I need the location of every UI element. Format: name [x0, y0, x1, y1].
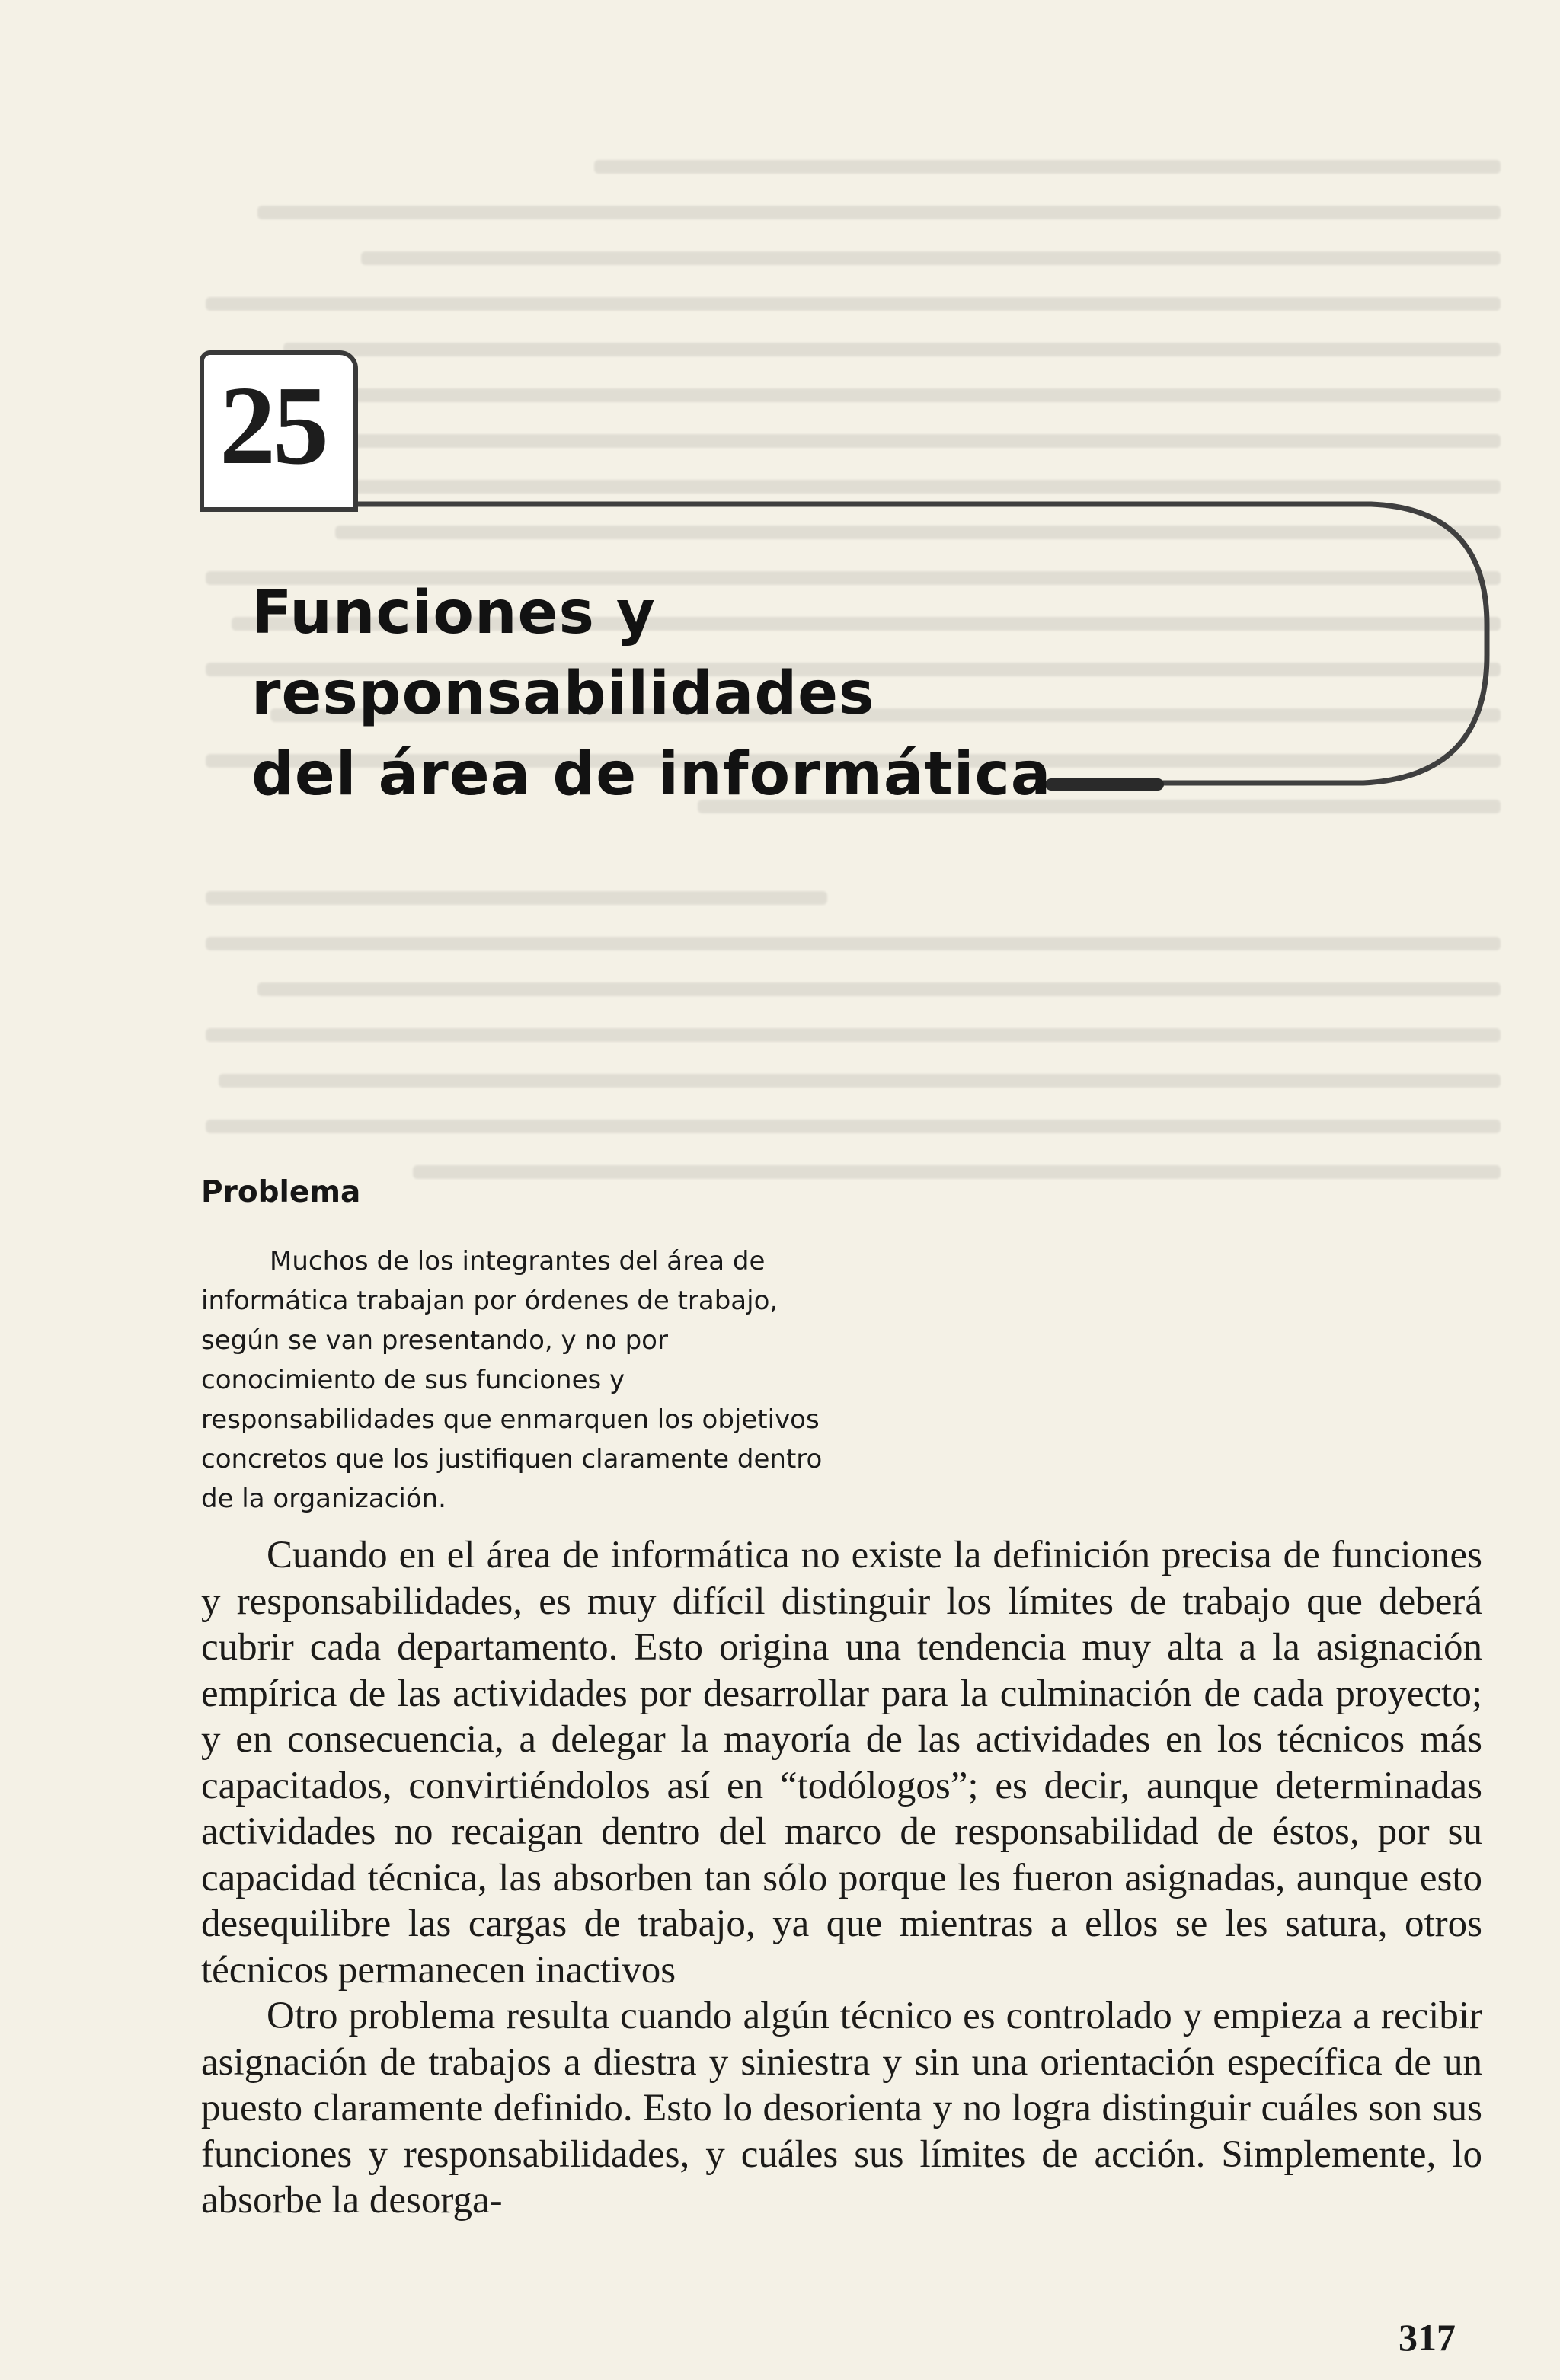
chapter-title-line-1: Funciones y responsabilidades [251, 579, 875, 728]
chapter-title-line-2: del área de informática [251, 740, 1052, 809]
chapter-number: 25 [219, 363, 326, 488]
problem-heading: Problema [201, 1175, 361, 1209]
body-paragraph-2: Otro problema resulta cuando algún técnico es controlado y empieza a recibir asignación de trabajos a diestra y siniestra y sin una orientación específica de un puesto claramente definido. Esto lo desorienta y no logra distinguir cuáles son sus funciones y responsabilidades, y cuáles sus límites de acción. Simplemente, lo absorbe la desorga- [201, 1995, 1482, 2222]
page-number: 317 [1399, 2316, 1456, 2359]
chapter-title [251, 573, 1257, 815]
body-text [201, 1532, 1482, 2224]
problem-text: Muchos de los integrantes del área de informática trabajan por órdenes de trabajo, según se van presentando, y no por conocimiento de sus funciones y responsabilidades que enmarquen los objetivos concretos que los justifiquen claramente dentro de la organización. [201, 1246, 823, 1514]
body-paragraph-1: Cuando en el área de informática no existe la definición precisa de funciones y responsabilidades, es muy difícil distinguir los límites de trabajo que deberá cubrir cada departamento. Esto origina una tendencia muy alta a la asignación empírica de las actividades por desarrollar para la culminación de cada proyecto; y en consecuencia, a delegar la mayoría de las actividades en los técnicos más capacitados, convirtiéndolos así en “todólogos”; es decir, aunque determinadas actividades no recaigan dentro del marco de responsabilidad de éstos, por su capacidad técnica, las absorben tan sólo porque les fueron asignadas, aunque esto desequilibre las cargas de trabajo, ya que mientras a ellos se les satura, otros técnicos permanecen inactivos [201, 1534, 1482, 1992]
